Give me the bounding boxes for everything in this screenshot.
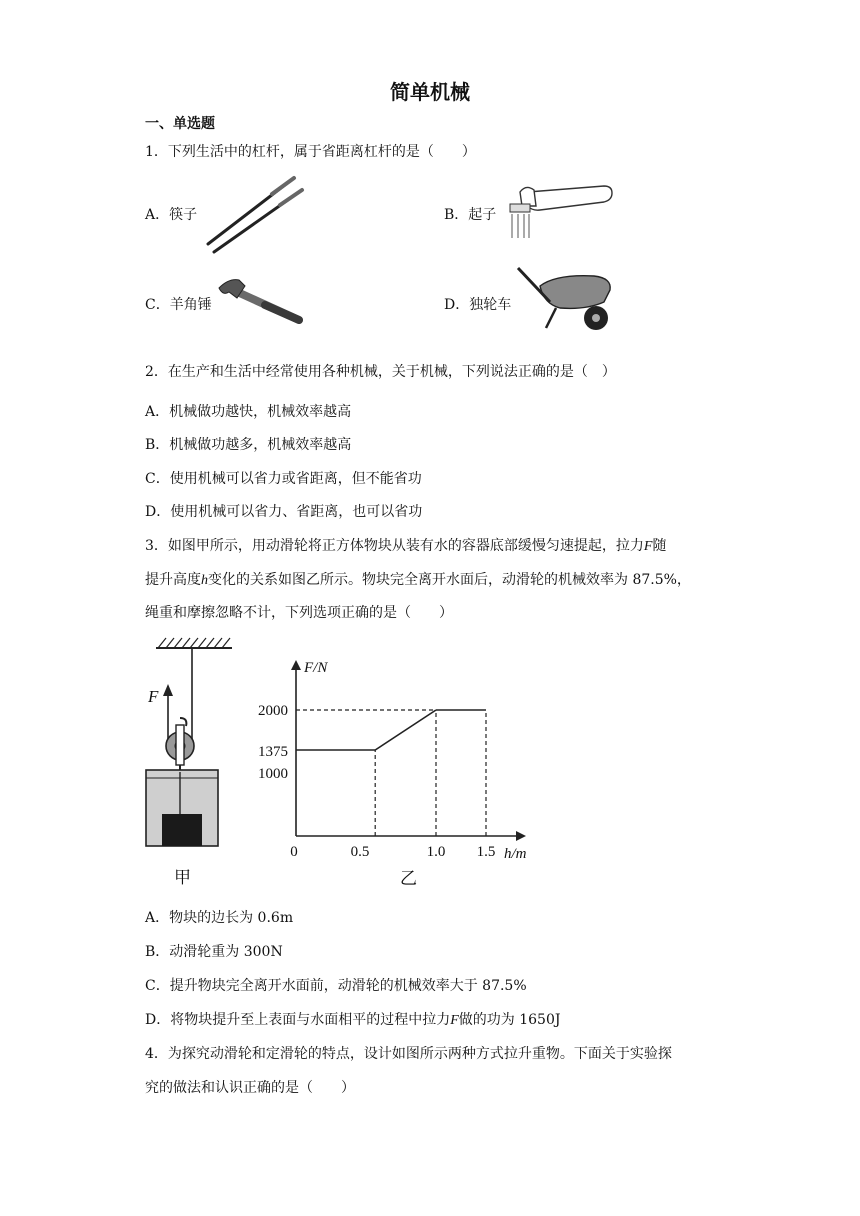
- figure-yi-caption: 乙: [400, 869, 417, 888]
- q2-option-b: B．机械做功越多，机械效率越高: [145, 437, 352, 453]
- section-heading: 一、单选题: [145, 116, 215, 132]
- q1-option-a: A．筷子: [145, 207, 198, 223]
- q3-stem-force-symbol: F: [643, 539, 653, 554]
- q2-option-c: C．使用机械可以省力或省距离，但不能省功: [145, 471, 422, 487]
- chart-x-label: h/m: [504, 846, 527, 862]
- chart-x-arrow: [516, 831, 526, 841]
- q3-option-d-text-a: D．将物块提升至上表面与水面相平的过程中拉力: [145, 1012, 451, 1028]
- chopsticks-icon: [200, 172, 310, 254]
- q3-stem-line1-text-b: 随: [652, 538, 667, 554]
- q1-option-c: C．羊角锤: [145, 297, 212, 313]
- chart-series-segment-1: [375, 710, 436, 750]
- claw-hammer-icon: [215, 276, 305, 326]
- wheelbarrow-icon: [516, 262, 616, 334]
- q3-option-d-force-symbol: F: [450, 1013, 459, 1028]
- chart-ytick-1000: 1000: [258, 766, 288, 782]
- q3-stem-line1-text-a: 3．如图甲所示，用动滑轮将正方体物块从装有水的容器底部缓慢匀速提起，拉力: [145, 538, 644, 554]
- chart-xtick-0.5: 0.5: [350, 844, 370, 860]
- q3-stem-line2-text-b: 变化的关系如图乙所示。物块完全离开水面后，动滑轮的机械效率为 87.5%，: [208, 572, 691, 588]
- q3-option-a: A．物块的边长为 0.6m: [145, 910, 294, 926]
- chart-ytick-2000: 2000: [258, 703, 288, 719]
- figure-jia-pulley: [140, 630, 240, 890]
- q2-stem: 2．在生产和生活中经常使用各种机械，关于机械，下列说法正确的是（ ）: [145, 364, 616, 380]
- figure-jia-caption: 甲: [174, 868, 191, 887]
- q3-option-d-text-b: 做的功为 1650J: [458, 1012, 561, 1028]
- q4-stem-line1: 4．为探究动滑轮和定滑轮的特点，设计如图所示两种方式拉升重物。下面关于实验探: [145, 1046, 672, 1062]
- chart-xtick-0: 0: [290, 844, 298, 860]
- chart-y-arrow: [291, 660, 301, 670]
- figure-yi-chart: [250, 650, 540, 890]
- q3-stem-line2-text-a: 提升高度: [145, 572, 201, 588]
- page-title: 简单机械: [390, 80, 470, 104]
- bottle-opener-icon: [500, 180, 615, 242]
- q3-stem-line2: [145, 569, 691, 589]
- q4-stem-line2: 究的做法和认识正确的是（ ）: [145, 1080, 355, 1096]
- q3-stem-line3: 绳重和摩擦忽略不计，下列选项正确的是（ ）: [145, 605, 453, 621]
- q3-option-b: B．动滑轮重为 300N: [145, 944, 283, 960]
- figure-jia-force-label: F: [148, 687, 159, 706]
- q1-option-d: D．独轮车: [444, 297, 512, 313]
- q3-stem-height-symbol: h: [201, 573, 208, 588]
- q3-option-d: [145, 1009, 561, 1029]
- q1-option-b: B．起子: [444, 207, 497, 223]
- q1-stem: 1．下列生活中的杠杆，属于省距离杠杆的是（ ）: [145, 144, 476, 160]
- q2-option-d: D．使用机械可以省力、省距离，也可以省功: [145, 504, 423, 520]
- chart-ytick-1375: 1375: [258, 744, 288, 760]
- chart-y-label: F/N: [304, 660, 328, 676]
- q2-option-a: A．机械做功越快，机械效率越高: [145, 404, 352, 420]
- chart-xtick-1.0: 1.0: [426, 844, 446, 860]
- chart-xtick-1.5: 1.5: [476, 844, 496, 860]
- q3-stem-line1: [145, 535, 666, 555]
- q3-option-c: C．提升物块完全离开水面前，动滑轮的机械效率大于 87.5%: [145, 978, 527, 994]
